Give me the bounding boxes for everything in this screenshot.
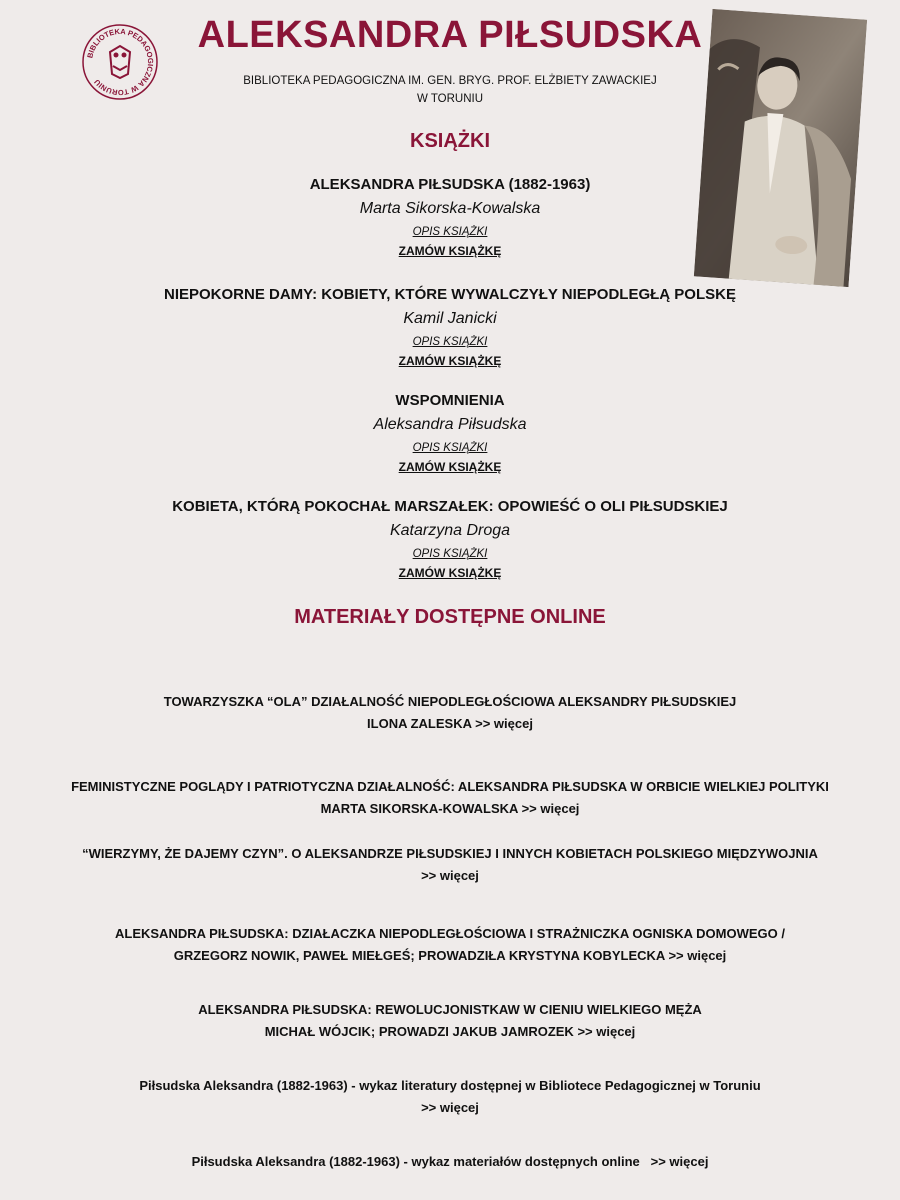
more-link[interactable]: >> więcej [650,1154,709,1169]
order-book-link[interactable]: ZAMÓW KSIĄŻKĘ [398,354,502,368]
book-item [0,496,900,583]
online-material-item [0,843,900,887]
online-material-item [0,691,900,735]
book-author: Marta Sikorska-Kowalska [359,200,541,217]
material-title: TOWARZYSZKA “OLA” DZIAŁALNOŚĆ NIEPODLEGŁOŚCIOWA ALEKSANDRY PIŁSUDSKIEJ [163,694,737,709]
online-material-item [0,1075,900,1119]
material-title: Piłsudska Aleksandra (1882-1963) - wykaz materiałów dostępnych online [191,1154,640,1169]
more-link[interactable]: >> więcej [668,948,727,963]
more-link[interactable]: >> więcej [421,1100,479,1115]
order-book-link[interactable]: ZAMÓW KSIĄŻKĘ [398,244,502,258]
online-material-item [0,776,900,820]
book-item [0,174,900,261]
book-description-link[interactable]: OPIS KSIĄŻKI [412,442,488,454]
book-author: Katarzyna Droga [389,522,511,539]
book-author: Aleksandra Piłsudska [373,416,527,433]
material-title: ALEKSANDRA PIŁSUDSKA: REWOLUCJONISTKAW W CIENIU WIELKIEGO MĘŻA [198,1002,702,1017]
more-link[interactable]: >> więcej [475,716,533,731]
material-title: Piłsudska Aleksandra (1882-1963) - wykaz literatury dostępnej w Bibliotece Pedagogicznej w Toruniu [139,1078,761,1093]
material-author: MICHAŁ WÓJCIK; PROWADZI JAKUB JAMROZEK [264,1024,574,1039]
more-link[interactable]: >> więcej [521,801,580,816]
material-title: FEMINISTYCZNE POGLĄDY I PATRIOTYCZNA DZIAŁALNOŚĆ: ALEKSANDRA PIŁSUDSKA W ORBICIE WIELKIEJ POLITYKI [71,779,829,794]
order-book-link[interactable]: ZAMÓW KSIĄŻKĘ [398,566,502,580]
book-item [0,390,900,477]
more-link[interactable]: >> więcej [577,1024,636,1039]
page-title: ALEKSANDRA PIŁSUDSKA [197,14,703,56]
svg-text:BIBLIOTEKA PEDAGOGICZNA W TORU: BIBLIOTEKA PEDAGOGICZNA W TORUNIU [85,26,156,98]
book-title: WSPOMNIENIA [395,392,505,409]
online-materials-heading: MATERIAŁY DOSTĘPNE ONLINE [294,606,606,628]
book-title: NIEPOKORNE DAMY: KOBIETY, KTÓRE WYWALCZYŁY NIEPODLEGŁĄ POLSKĘ [164,286,736,303]
book-author: Kamil Janicki [403,310,497,327]
book-title: ALEKSANDRA PIŁSUDSKA (1882-1963) [309,176,591,193]
order-book-link[interactable]: ZAMÓW KSIĄŻKĘ [398,460,502,474]
online-material-item [0,923,900,967]
material-title: ALEKSANDRA PIŁSUDSKA: DZIAŁACZKA NIEPODLEGŁOŚCIOWA I STRAŻNICZKA OGNISKA DOMOWEGO / [115,926,785,941]
more-link[interactable]: >> więcej [421,868,479,883]
material-title: “WIERZYMY, ŻE DAJEMY CZYN”. O ALEKSANDRZE PIŁSUDSKIEJ I INNYCH KOBIETACH POLSKIEGO MIĘDZYWOJNIA [82,846,818,861]
book-item [0,284,900,371]
books-heading: KSIĄŻKI [410,130,490,152]
material-author: GRZEGORZ NOWIK, PAWEŁ MIEŁGEŚ; PROWADZIŁA KRYSTYNA KOBYLECKA [173,948,665,963]
book-title: KOBIETA, KTÓRĄ POKOCHAŁ MARSZAŁEK: OPOWIEŚĆ O OLI PIŁSUDSKIEJ [172,498,728,515]
online-material-item [0,1151,900,1173]
book-description-link[interactable]: OPIS KSIĄŻKI [412,226,488,238]
material-author: ILONA ZALESKA [367,716,472,731]
institution-name: BIBLIOTEKA PEDAGOGICZNA IM. GEN. BRYG. PROF. ELŻBIETY ZAWACKIEJ W TORUNIU [243,75,657,105]
book-description-link[interactable]: OPIS KSIĄŻKI [412,548,488,560]
material-author: MARTA SIKORSKA-KOWALSKA [320,801,518,816]
book-description-link[interactable]: OPIS KSIĄŻKI [412,336,488,348]
online-material-item [0,999,900,1043]
